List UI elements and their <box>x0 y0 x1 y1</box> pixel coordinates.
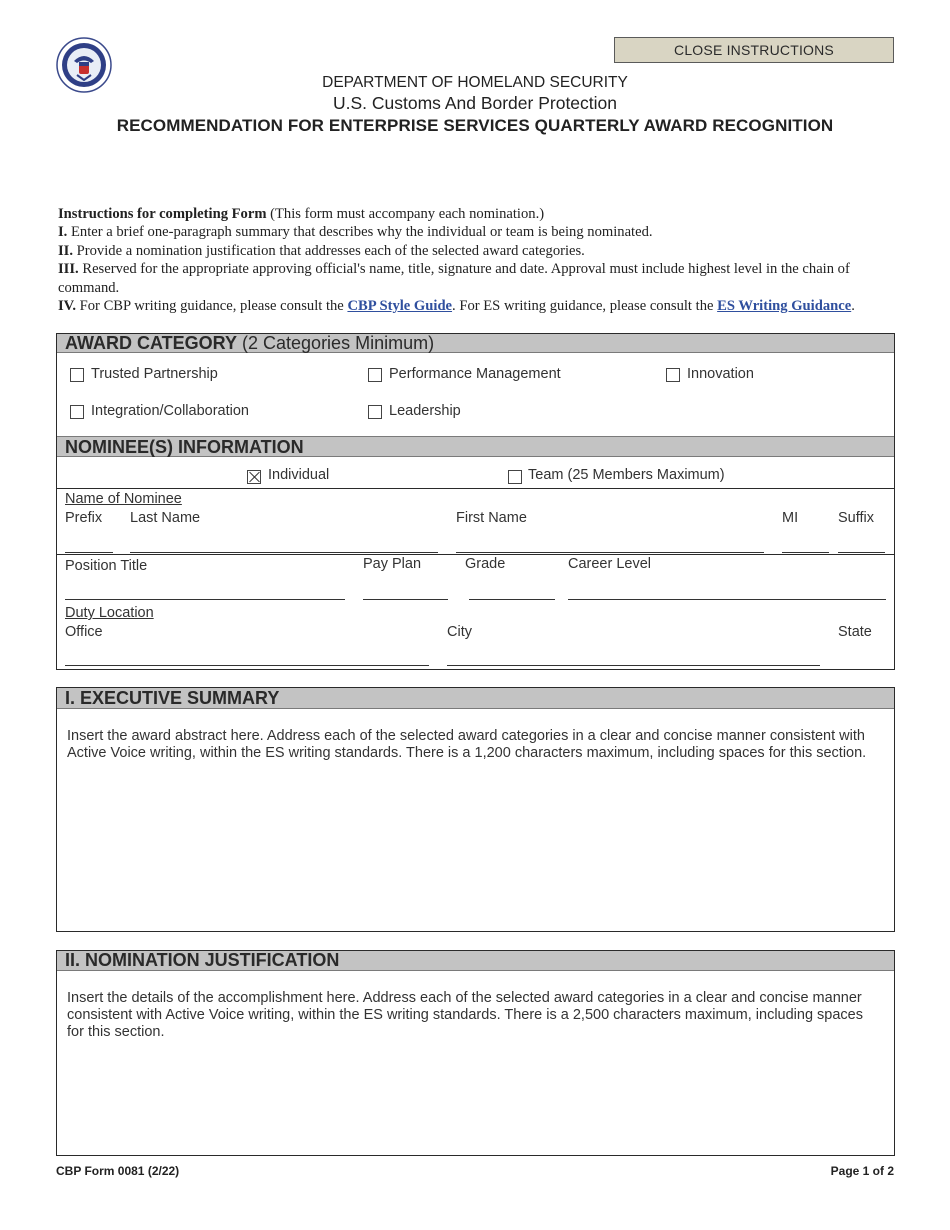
suffix-field[interactable] <box>838 552 885 553</box>
checkbox-individual[interactable] <box>247 470 261 484</box>
nomination-justification-text-area[interactable]: Insert the details of the accomplishment here. Address each of the selected award categories in a clear and concise manner consistent with Active Voice writing, within the ES writing standards. There is a 2,500 characters maximum, including spaces for this section. <box>67 990 863 1040</box>
office-label: Office <box>65 624 103 640</box>
position-title-label: Position Title <box>65 558 148 574</box>
checkbox-performance-management[interactable] <box>368 368 382 382</box>
prefix-field[interactable] <box>65 552 113 553</box>
checkbox-trusted-partnership[interactable] <box>70 368 84 382</box>
label-innovation: Innovation <box>687 366 754 382</box>
cbp-style-guide-link[interactable]: CBP Style Guide <box>347 298 453 315</box>
checkbox-innovation[interactable] <box>666 368 680 382</box>
state-label: State <box>838 624 872 640</box>
career-level-label: Career Level <box>568 556 652 572</box>
instruction-iv-label: IV. <box>58 298 76 315</box>
pay-plan-field[interactable] <box>363 599 448 600</box>
suffix-label: Suffix <box>838 510 875 526</box>
instructions-block <box>58 205 898 315</box>
instruction-iv-text: For CBP writing guidance, please consult the <box>76 298 348 315</box>
department-title: DEPARTMENT OF HOMELAND SECURITY <box>322 74 628 91</box>
mi-label: MI <box>782 510 799 526</box>
award-category-heading: AWARD CATEGORY <box>65 333 238 353</box>
city-label: City <box>447 624 472 640</box>
instruction-iv-period: . <box>851 298 855 315</box>
office-field[interactable] <box>65 665 429 666</box>
nominee-info-header <box>57 436 894 457</box>
label-leadership: Leadership <box>389 403 461 419</box>
divider <box>57 488 894 489</box>
checkbox-team[interactable] <box>508 470 522 484</box>
page-number: Page 1 of 2 <box>830 1164 894 1178</box>
mi-field[interactable] <box>782 552 829 553</box>
instruction-iv-text-2: . For ES writing guidance, please consult the <box>452 298 718 315</box>
form-title: RECOMMENDATION FOR ENTERPRISE SERVICES QUARTERLY AWARD RECOGNITION <box>116 116 834 135</box>
grade-label: Grade <box>465 556 506 572</box>
name-of-nominee-label: Name of Nominee <box>65 491 182 507</box>
instructions-title: Instructions for completing Form <box>58 206 267 222</box>
agency-title: U.S. Customs And Border Protection <box>332 93 618 113</box>
form-number: CBP Form 0081 (2/22) <box>56 1164 180 1178</box>
instructions-title-note: (This form must accompany each nomination.) <box>266 206 545 222</box>
duty-location-label: Duty Location <box>65 605 154 621</box>
close-instructions-button[interactable]: CLOSE INSTRUCTIONS <box>614 37 894 63</box>
instruction-ii-label: II. <box>58 242 74 259</box>
checkbox-integration-collaboration[interactable] <box>70 405 84 419</box>
instruction-ii-text: Provide a nomination justification that addresses each of the selected award categories. <box>73 242 585 259</box>
first-name-label: First Name <box>456 510 527 526</box>
nomination-justification-header <box>57 951 894 971</box>
label-trusted-partnership: Trusted Partnership <box>91 366 218 382</box>
award-category-note: (2 Categories Minimum) <box>237 333 435 353</box>
instruction-iii-text: Reserved for the appropriate approving official's name, title, signature and date. Approval must include highest level in the chain of command. <box>58 261 850 296</box>
award-nominee-section <box>56 333 895 670</box>
position-title-field[interactable] <box>65 599 345 600</box>
first-name-field[interactable] <box>456 552 764 553</box>
label-integration-collaboration: Integration/Collaboration <box>91 403 249 419</box>
prefix-label: Prefix <box>65 510 103 526</box>
executive-summary-heading: I. EXECUTIVE SUMMARY <box>65 688 280 708</box>
executive-summary-text-area[interactable]: Insert the award abstract here. Address each of the selected award categories in a clear and concise manner consistent with Active Voice writing, within the ES writing standards. There is a 1,200 characters maximum, including spaces for this section. <box>67 728 867 761</box>
nomination-justification-heading: II. NOMINATION JUSTIFICATION <box>65 950 340 970</box>
instruction-iii-label: III. <box>58 261 79 278</box>
pay-plan-label: Pay Plan <box>363 556 422 572</box>
last-name-field[interactable] <box>130 552 438 553</box>
career-level-field[interactable] <box>568 599 886 600</box>
divider <box>57 554 894 555</box>
grade-field[interactable] <box>469 599 555 600</box>
nominee-info-heading: NOMINEE(S) INFORMATION <box>65 437 304 457</box>
label-performance-management: Performance Management <box>389 366 561 382</box>
label-individual: Individual <box>268 467 330 483</box>
award-category-header <box>57 334 894 353</box>
nomination-justification-section <box>56 950 895 1156</box>
executive-summary-section <box>56 687 895 932</box>
checkbox-leadership[interactable] <box>368 405 382 419</box>
label-team: Team (25 Members Maximum) <box>528 467 725 483</box>
city-field[interactable] <box>447 665 820 666</box>
es-writing-guidance-link[interactable]: ES Writing Guidance <box>717 298 852 315</box>
instruction-i-text: Enter a brief one-paragraph summary that describes why the individual or team is being nominated. <box>67 224 653 241</box>
last-name-label: Last Name <box>130 510 201 526</box>
executive-summary-header <box>57 688 894 709</box>
instruction-i-label: I. <box>58 224 68 241</box>
